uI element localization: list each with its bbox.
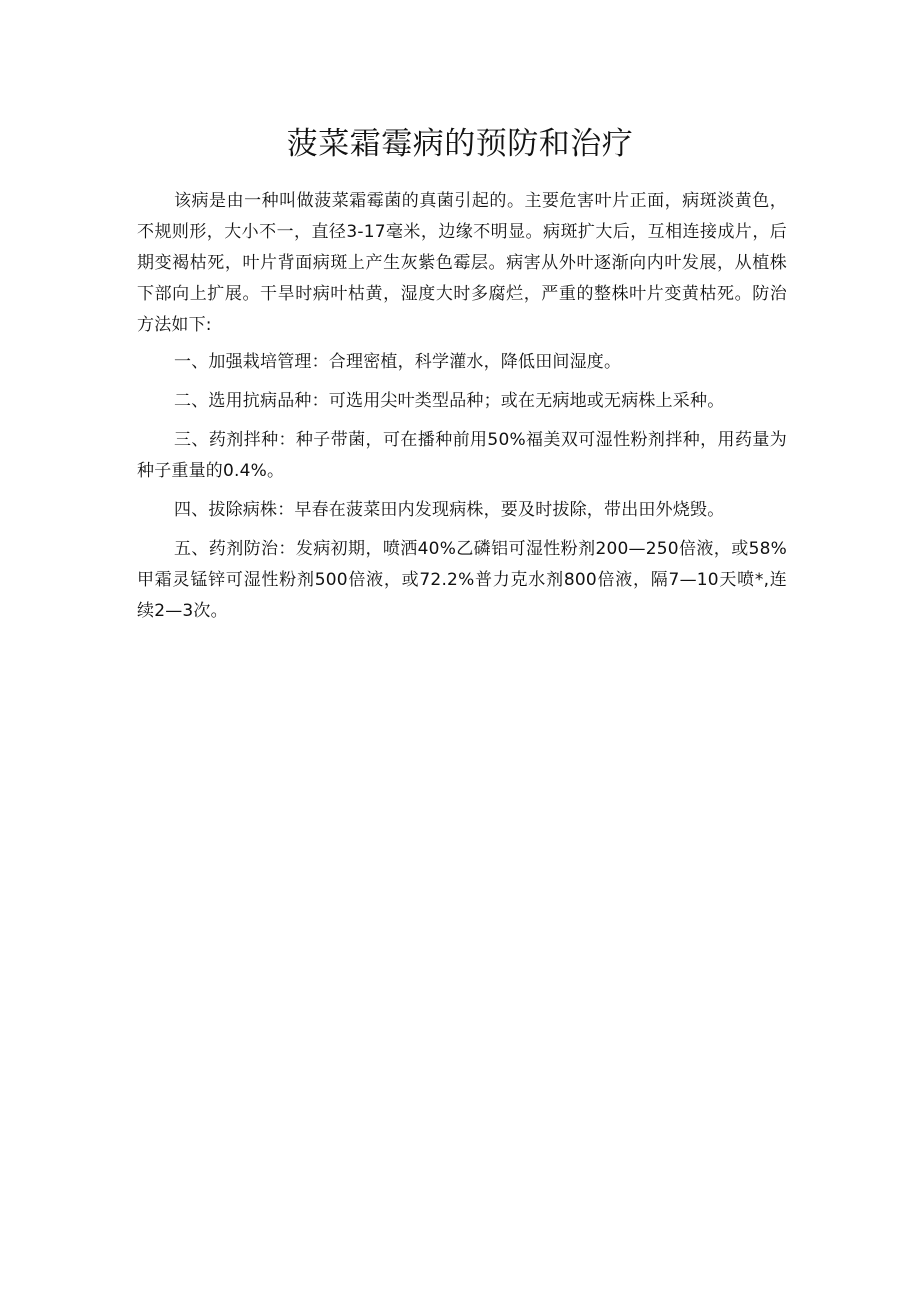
measure-remove-diseased-plants: 四、拔除病株：早春在菠菜田内发现病株，要及时拔除，带出田外烧毁。 [174, 500, 725, 520]
measure-seed-dressing: 三、药剂拌种：种子带菌，可在播种前用50%福美双可湿性粉剂拌种，用药量为种子重量的0.4%。 [137, 430, 787, 481]
document-body [137, 186, 787, 635]
measure-chemical-control: 五、药剂防治：发病初期，喷洒40%乙磷铝可湿性粉剂200—250倍液，或58%甲霜灵锰锌可湿性粉剂500倍液，或72.2%普力克水剂800倍液，隔7—10天喷*,连续2—3次。 [137, 539, 787, 621]
measure-cultivation-management: 一、加强栽培管理：合理密植，科学灌水，降低田间湿度。 [174, 352, 622, 372]
document-title: 菠菜霜霉病的预防和治疗 [286, 126, 634, 162]
intro-paragraph: 该病是由一种叫做菠菜霜霉菌的真菌引起的。主要危害叶片正面，病斑淡黄色，不规则形，大小不一，直径3-17毫米，边缘不明显。病斑扩大后，互相连接成片，后期变褐枯死，叶片背面病斑上产生灰紫色霉层。病害从外叶逐渐向内叶发展，从植株下部向上扩展。干旱时病叶枯黄，湿度大时多腐烂，严重的整株叶片变黄枯死。防治方法如下: [137, 191, 787, 335]
measure-resistant-varieties: 二、选用抗病品种：可选用尖叶类型品种；或在无病地或无病株上采种。 [174, 391, 725, 411]
